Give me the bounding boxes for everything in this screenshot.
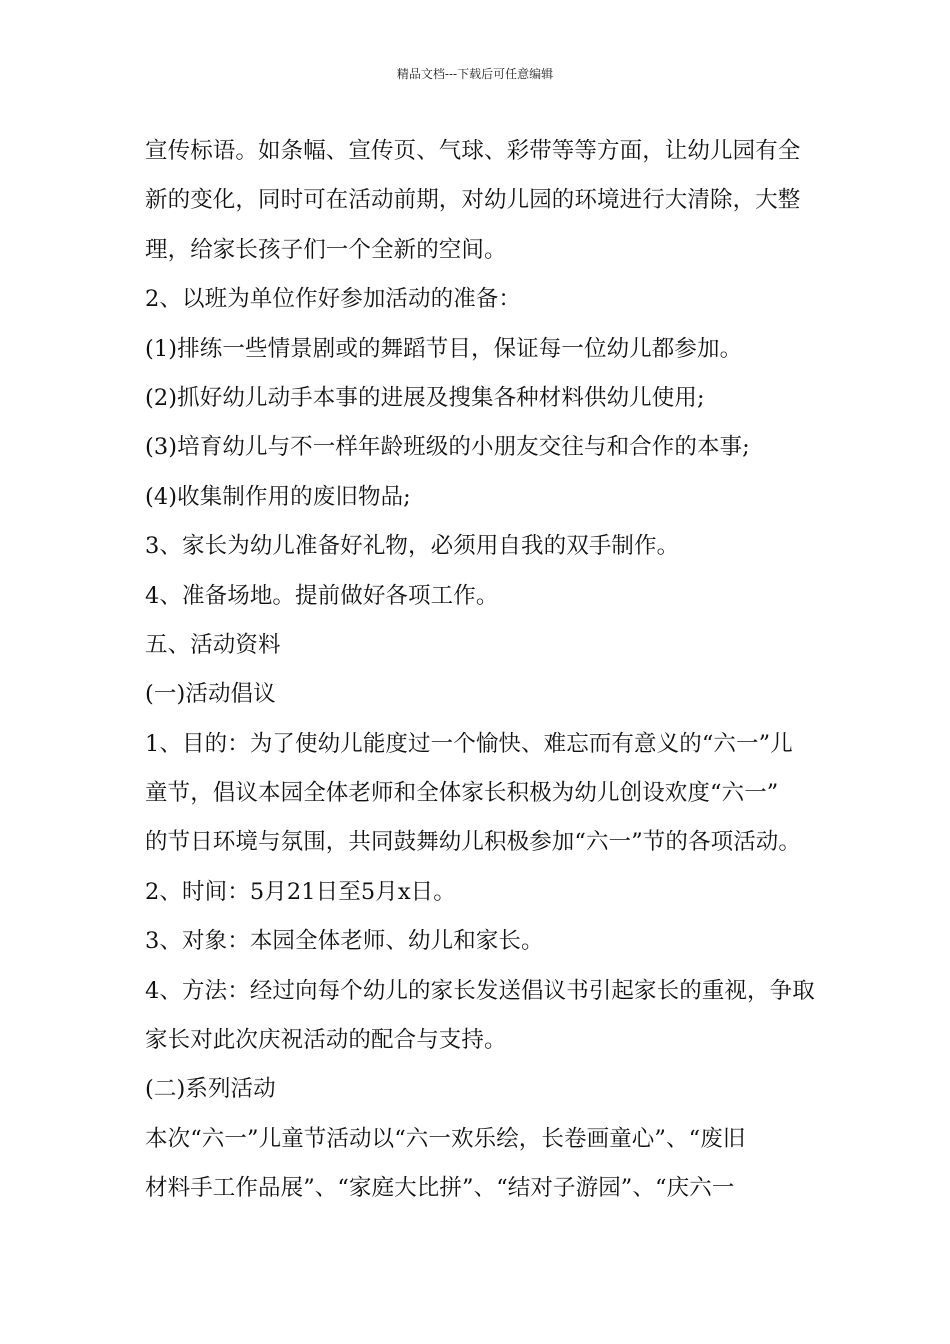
text-line: 4、准备场地。提前做好各项工作。	[145, 582, 499, 609]
text-line: 2、以班为单位作好参加活动的准备：	[145, 286, 522, 313]
text-line: 材料手工作品展”、“家庭大比拼”、“结对子游园”、“庆六一	[145, 1175, 735, 1202]
text-line: (1)排练一些情景剧或的舞蹈节目，保证每一位幼儿都参加。	[145, 335, 743, 362]
text-line: 新的变化，同时可在活动前期，对幼儿园的环境进行大清除，大整	[145, 187, 801, 214]
text-line: 3、对象：本园全体老师、幼儿和家长。	[145, 928, 544, 955]
text-line: (3)培育幼儿与不一样年龄班级的小朋友交往与和合作的本事;	[145, 434, 750, 461]
text-line: 1、目的：为了使幼儿能度过一个愉快、难忘而有意义的“六一”儿	[145, 730, 793, 757]
text-line: 家长对此次庆祝活动的配合与支持。	[145, 1027, 507, 1054]
text-line: 4、方法：经过向每个幼儿的家长发送倡议书引起家长的重视，争取	[145, 977, 815, 1004]
text-line: 本次“六一”儿童节活动以“六一欢乐绘，长卷画童心”、“废旧	[145, 1125, 746, 1152]
text-line: 童节，倡议本园全体老师和全体家长积极为幼儿创设欢度“六一”	[145, 780, 779, 807]
subsection-heading: (二)系列活动	[145, 1076, 276, 1103]
text-line: (2)抓好幼儿动手本事的进展及搜集各种材料供幼儿使用;	[145, 384, 705, 411]
text-line: 理，给家长孩子们一个全新的空间。	[145, 236, 507, 263]
text-line: 的节日环境与氛围，共同鼓舞幼儿积极参加“六一”节的各项活动。	[145, 829, 802, 856]
page-header: 精品文档---下载后可任意编辑	[396, 67, 554, 81]
text-line: 2、时间：5月21日至5月x日。	[145, 878, 456, 905]
subsection-heading: (一)活动倡议	[145, 681, 276, 708]
section-heading: 五、活动资料	[145, 631, 281, 658]
text-line: 3、家长为幼儿准备好礼物，必须用自我的双手制作。	[145, 533, 680, 560]
document-body	[145, 127, 815, 1214]
text-line: (4)收集制作用的废旧物品;	[145, 483, 411, 510]
text-line: 宣传标语。如条幅、宣传页、气球、彩带等等方面，让幼儿园有全	[145, 138, 801, 164]
